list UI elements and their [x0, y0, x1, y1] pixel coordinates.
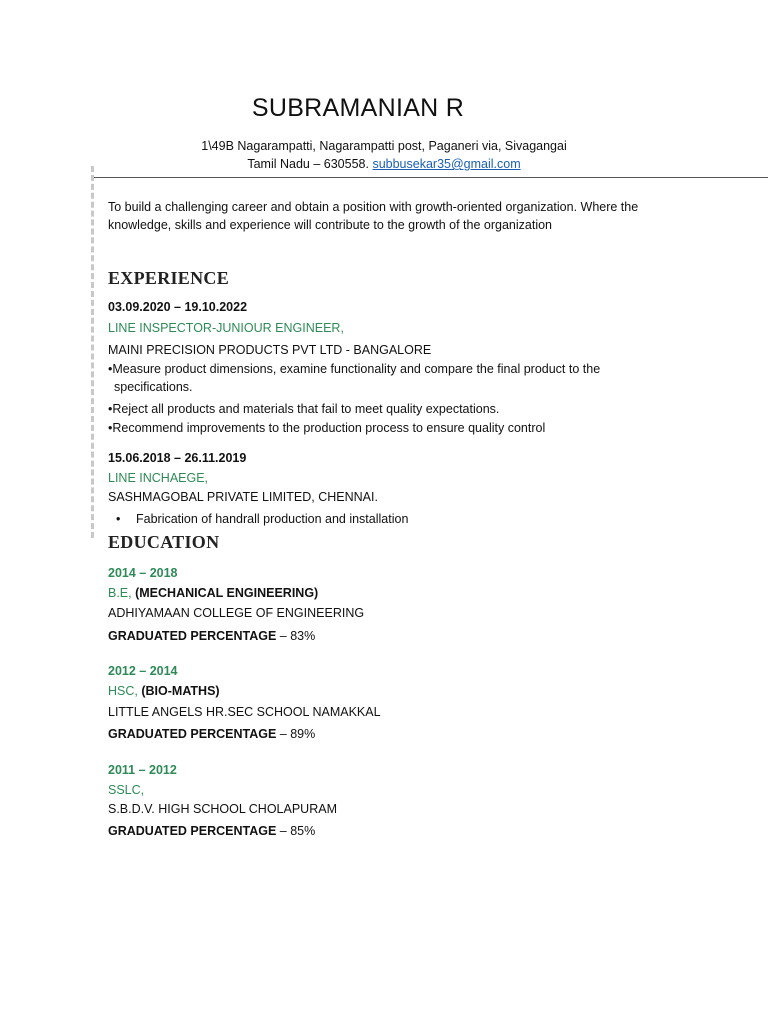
edu-2-degree — [108, 683, 220, 700]
edu-3-percent-value: – 85% — [279, 824, 316, 838]
edu-2-degree-name: HSC, — [108, 684, 138, 698]
edu-3-percent-label: GRADUATED PERCENTAGE — [108, 824, 277, 838]
edu-1-school: ADHIYAMAAN COLLEGE OF ENGINEERING — [108, 606, 365, 620]
edu-1-years: 2014 – 2018 — [108, 566, 178, 580]
header-divider — [92, 177, 768, 178]
experience-heading: EXPERIENCE — [108, 268, 230, 288]
edu-3-degree-name: SSLC, — [108, 783, 145, 797]
edu-2-stream: (BIO-MATHS) — [141, 684, 220, 698]
edu-1-degree — [108, 585, 318, 602]
edu-3-degree — [108, 782, 144, 799]
job-2-dates: 15.06.2018 – 26.11.2019 — [108, 451, 247, 465]
edu-1-degree-name: B.E, — [108, 586, 132, 600]
candidate-name: SUBRAMANIAN R — [251, 94, 465, 122]
education-heading: EDUCATION — [108, 532, 220, 552]
edu-2-percent-label: GRADUATED PERCENTAGE — [108, 727, 277, 741]
job-1-bullet-3: •Recommend improvements to the production process to ensure quality control — [108, 421, 546, 435]
edu-2-years: 2012 – 2014 — [108, 664, 178, 678]
address-line-2 — [0, 157, 768, 171]
edu-3-school: S.B.D.V. HIGH SCHOOL CHOLAPURAM — [108, 802, 337, 816]
side-dashed-rule — [91, 166, 94, 538]
email-link[interactable]: subbusekar35@gmail.com — [372, 157, 521, 171]
job-2-title: LINE INCHAEGE, — [108, 471, 209, 485]
job-1-company: MAINI PRECISION PRODUCTS PVT LTD - BANGALORE — [108, 343, 432, 357]
job-1-bullet-1: •Measure product dimensions, examine functionality and compare the final product to the — [108, 362, 601, 376]
address-region: Tamil Nadu – 630558. — [247, 157, 369, 171]
edu-1-percent-value: – 83% — [279, 629, 316, 643]
job-1-dates: 03.09.2020 – 19.10.2022 — [108, 300, 248, 314]
edu-3-years: 2011 – 2012 — [108, 763, 177, 777]
job-1-title: LINE INSPECTOR-JUNIOUR ENGINEER, — [108, 321, 344, 335]
objective-text: To build a challenging career and obtain a position with growth-oriented organization. Where the knowledge, skills and experience will contribute to the growth of the organization — [108, 200, 639, 232]
address-line-1: 1\49B Nagarampatti, Nagarampatti post, Paganeri via, Sivagangai — [201, 139, 567, 153]
edu-1-percent-label: GRADUATED PERCENTAGE — [108, 629, 277, 643]
edu-2-percent-value: – 89% — [279, 727, 316, 741]
job-2-company: SASHMAGOBAL PRIVATE LIMITED, CHENNAI. — [108, 490, 378, 504]
job-1-bullet-2: •Reject all products and materials that fail to meet quality expectations. — [108, 402, 500, 416]
edu-1-stream: (MECHANICAL ENGINEERING) — [135, 586, 319, 600]
edu-2-percentage — [108, 726, 315, 743]
edu-3-percentage — [108, 823, 315, 840]
job-1-bullet-1-cont: specifications. — [114, 380, 193, 394]
edu-2-school: LITTLE ANGELS HR.SEC SCHOOL NAMAKKAL — [108, 705, 381, 719]
job-2-bullet-1: Fabrication of handrall production and installation — [136, 512, 409, 526]
job-2-bullet-marker: • — [116, 512, 121, 526]
edu-1-percentage — [108, 628, 315, 645]
